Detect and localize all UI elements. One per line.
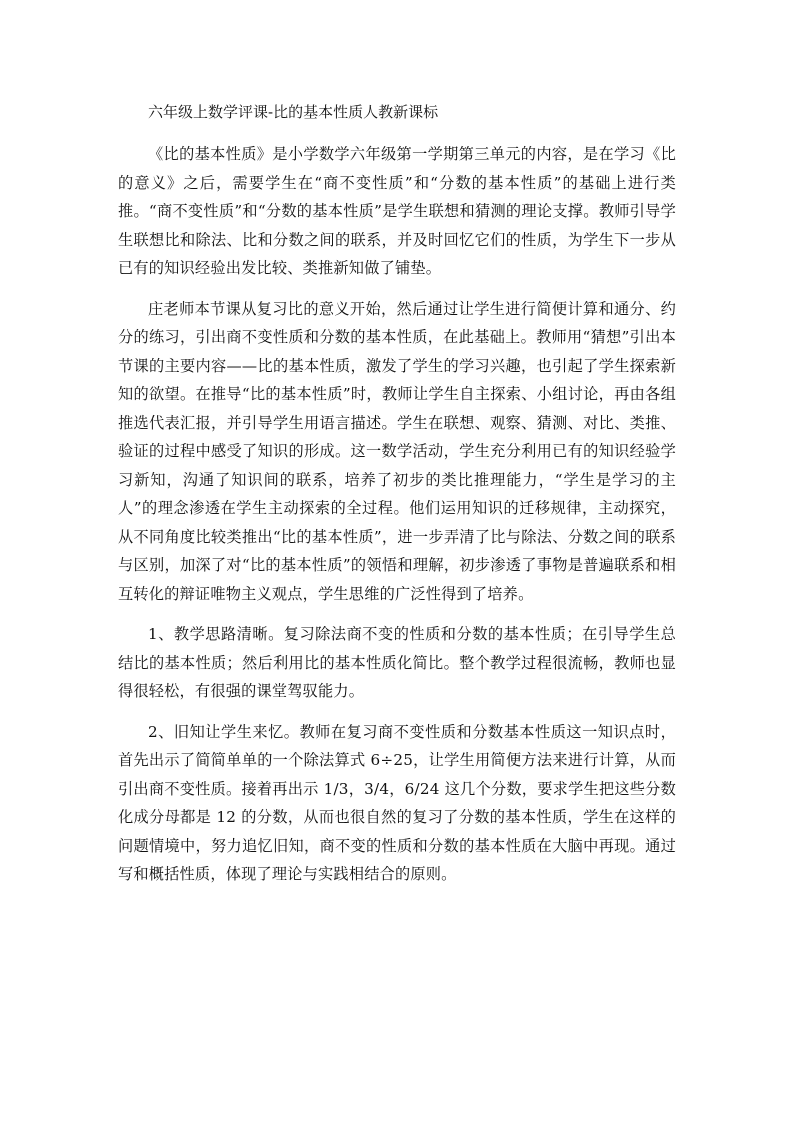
paragraph-lesson-review: 庄老师本节课从复习比的意义开始，然后通过让学生进行简便计算和通分、约分的练习，引出商不变性质和分数的基本性质，在此基础上。教师用“猜想”引出本节课的主要内容——比的基本性质，激发了学生的学习兴趣，也引起了学生探索新知的欲望。在推导“比的基本性质”时，教师让学生自主探索、小组讨论，再由各组推选代表汇报，并引导学生用语言描述。学生在联想、观察、猜测、对比、类推、验证的过程中感受了知识的形成。这一数学活动，学生充分利用已有的知识经验学习新知，沟通了知识间的联系，培养了初步的类比推理能力，“学生是学习的主人”的理念渗透在学生主动探索的全过程。他们运用知识的迁移规律，主动探究，从不同角度比较类推出“比的基本性质”，进一步弄清了比与除法、分数之间的联系与区别，加深了对“比的基本性质”的领悟和理解，初步渗透了事物是普遍联系和相互转化的辩证唯物主义观点，学生思维的广泛性得到了培养。 <box>118 299 676 603</box>
paragraph-intro: 《比的基本性质》是小学数学六年级第一学期第三单元的内容，是在学习《比的意义》之后，需要学生在“商不变性质”和“分数的基本性质”的基础上进行类推。“商不变性质”和“分数的基本性质”是学生联想和猜测的理论支撑。教师引导学生联想比和除法、比和分数之间的联系，并及时回忆它们的性质，为学生下一步从已有的知识经验出发比较、类推新知做了铺垫。 <box>118 145 676 277</box>
document-title: 六年级上数学评课-比的基本性质人教新课标 <box>148 103 439 121</box>
paragraph-point-1: 1、教学思路清晰。复习除法商不变的性质和分数的基本性质；在引导学生总结比的基本性质；然后利用比的基本性质化简比。整个教学过程很流畅，教师也显得很轻松，有很强的课堂驾驭能力。 <box>118 625 676 700</box>
paragraph-point-2: 2、旧知让学生来忆。教师在复习商不变性质和分数基本性质这一知识点时，首先出示了简简单单的一个除法算式 6÷25，让学生用简便方法来进行计算，从而引出商不变性质。接着再出示 1/3，3/4，6/24 这几个分数，要求学生把这些分数化成分母都是 12 的分数，从而也很自然的复习了分数的基本性质，学生在这样的问题情境中，努力追忆旧知，商不变的性质和分数的基本性质在大脑中再现。通过写和概括性质，体现了理论与实践相结合的原则。 <box>118 722 676 883</box>
